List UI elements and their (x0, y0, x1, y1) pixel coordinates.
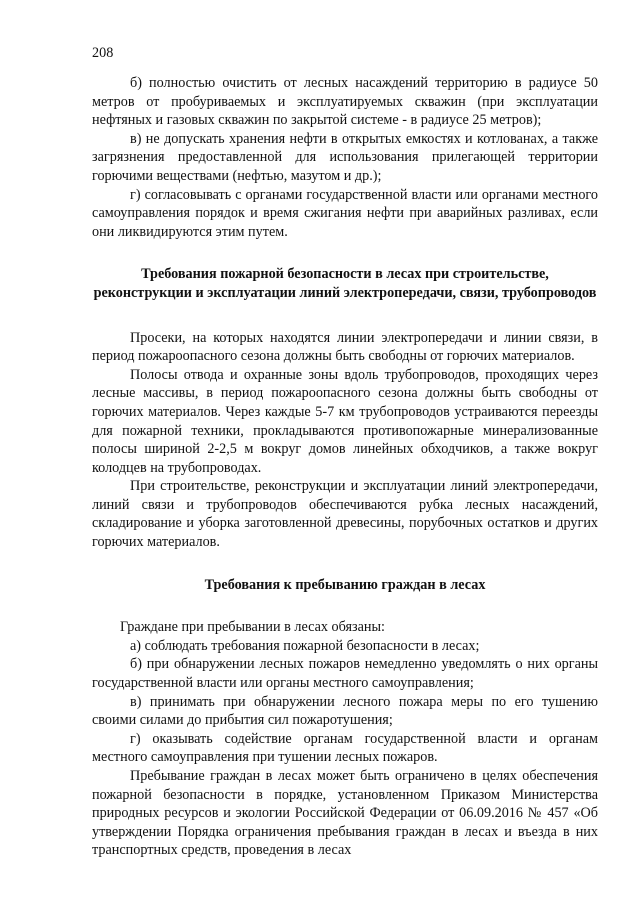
paragraph-g-assist: г) оказывать содействие органам государственной власти и органам местного самоуправления при тушении лесных пожаров. (92, 730, 598, 766)
paragraph-b-notify: б) при обнаружении лесных пожаров немедленно уведомлять о них органы государственной власти или органы местного самоуправления; (92, 656, 598, 692)
paragraph-citizens-obliged: Граждане при пребывании в лесах обязаны: (120, 619, 385, 636)
section-heading-power-lines: Требования пожарной безопасности в лесах при строительстве, реконструкции и эксплуатации линий электропередачи, связи, трубопроводов (93, 266, 597, 301)
paragraph-g-oil-burning: г) согласовывать с органами государственной власти или органами местного самоуправления порядок и время сжигания нефти при аварийных разливах, если они ликвидируются этим путем. (92, 186, 598, 240)
paragraph-pipeline-zones: Полосы отвода и охранные зоны вдоль трубопроводов, проходящих через лесные массивы, в период пожароопасного сезона должны быть свободны от горючих материалов. Через каждые 5-7 км трубопроводов устраиваются переезды для пожарной техники, прокладываются противопожарные минерализованные полосы шириной 2-2,5 м вокруг домов линейных обходчиков, а также вокруг колодцев на трубопроводах. (92, 366, 598, 476)
paragraph-stay-restriction: Пребывание граждан в лесах может быть ограничено в целях обеспечения пожарной безопасности в порядке, установленном Приказом Министерства природных ресурсов и экологии Российской Федерации от 06.09.2016 № 457 «Об утверждении Порядка ограничения пребывания граждан в лесах и въезда в них транспортных средств, проведения в лесах (92, 768, 598, 859)
paragraph-a-comply: а) соблюдать требования пожарной безопасности в лесах; (130, 637, 480, 654)
paragraph-clearings: Просеки, на которых находятся линии электропередачи и линии связи, в период пожароопасного сезона должны быть свободны от горючих материалов. (92, 329, 598, 365)
paragraph-b-clear-territory: б) полностью очистить от лесных насаждений территорию в радиусе 50 метров от пробуриваемых и эксплуатируемых скважин (при эксплуатации нефтяных и газовых скважин по закрытой системе - в радиусе 25 метров); (92, 75, 598, 129)
document-body (92, 74, 598, 860)
section-heading-citizens: Требования к пребыванию граждан в лесах (204, 576, 486, 593)
page-number: 208 (92, 45, 114, 61)
paragraph-v-oil-storage: в) не допускать хранения нефти в открытых емкостях и котлованах, а также загрязнения предоставленной для использования прилегающей территории горючими веществами (нефтью, мазутом и др.); (92, 130, 598, 184)
paragraph-v-extinguish: в) принимать при обнаружении лесного пожара меры по его тушению своими силами до прибытия сил пожаротушения; (92, 693, 598, 729)
paragraph-construction: При строительстве, реконструкции и эксплуатации линий электропередачи, линий связи и трубопроводов обеспечиваются рубка лесных насаждений, складирование и уборка заготовленной древесины, порубочных остатков и других горючих материалов. (92, 478, 598, 551)
